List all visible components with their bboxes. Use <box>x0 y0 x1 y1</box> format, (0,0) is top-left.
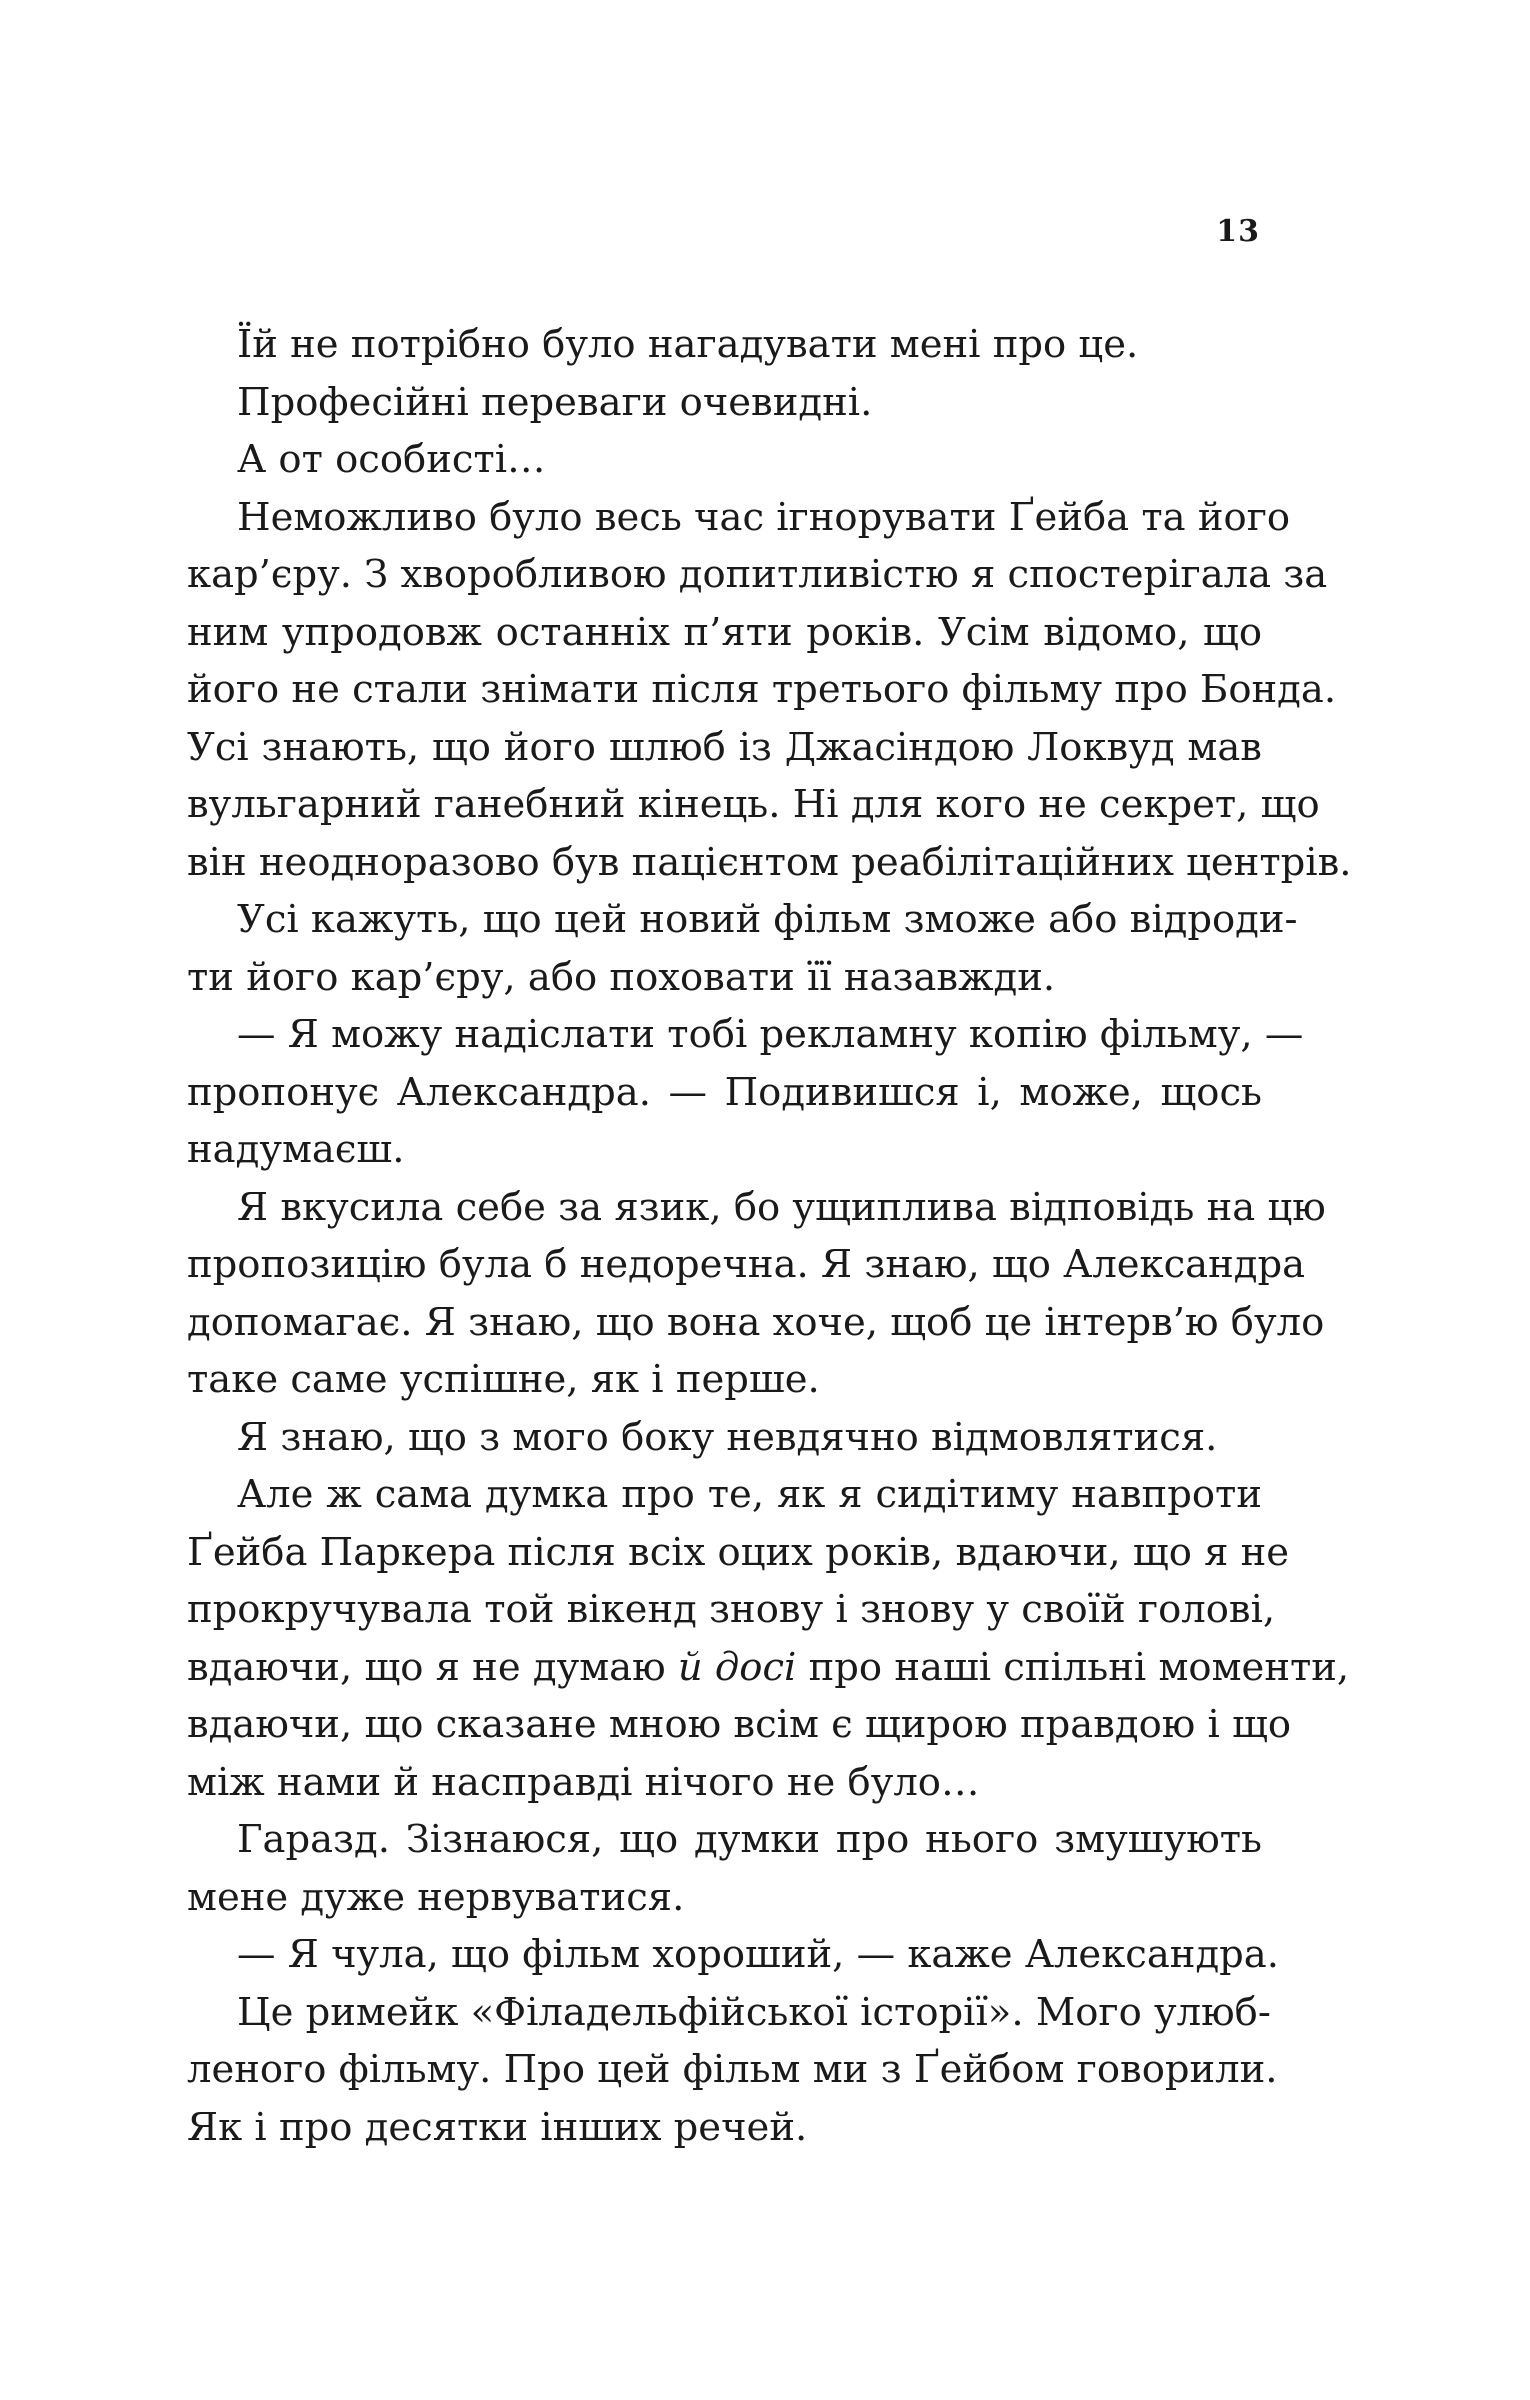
text-line <box>187 1639 1350 1697</box>
text-line: ти його кар’єру, або поховати її назавжди. <box>187 954 1056 1000</box>
text-line: Я знаю, що з мого боку невдячно відмовлятися. <box>237 1414 1218 1460</box>
text-line: між нами й насправді нічого не було… <box>187 1759 980 1805</box>
text-line: Як і про десятки інших речей. <box>187 2104 808 2150</box>
italic-emphasis: й досі <box>677 1644 797 1690</box>
text-line: Професійні переваги очевидні. <box>237 379 873 425</box>
text-line: Їй не потрібно було нагадувати мені про це. <box>237 322 1139 367</box>
text-line: він неодноразово був пацієнтом реабілітаційних центрів. <box>187 839 1352 885</box>
text-line: Це римейк «Філадельфійської історії». Мого улюб- <box>237 1989 1271 2035</box>
text-line: Усі знають, що його шлюб із Джасіндою Локвуд мав <box>187 724 1262 770</box>
text-line: прокручувала той вікенд знову і знову у своїй голові, <box>187 1587 1276 1632</box>
text-line: Ґейба Паркера після всіх оцих років, вдаючи, що я не <box>187 1529 1290 1575</box>
text-line: Гаразд. Зізнаюся, що думки про нього змушують <box>237 1817 1262 1862</box>
text-line: пропонує Александра. — Подивишся і, може, щось <box>187 1069 1262 1115</box>
text-line: пропозицію була б недоречна. Я знаю, що Александра <box>187 1242 1306 1287</box>
text-line: леного фільму. Про цей фільм ми з Ґейбом говорили. <box>187 2047 1278 2092</box>
body-text <box>187 316 1352 2156</box>
text-line: його не стали знімати після третього фільму про Бонда. <box>187 667 1337 712</box>
text-line: допомагає. Я знаю, що вона хоче, щоб це інтерв’ю було <box>187 1299 1325 1345</box>
text-line: ним упродовж останніх п’яти років. Усім відомо, що <box>187 609 1262 655</box>
text-line: — Я чула, що фільм хороший, — каже Александра. <box>237 1932 1280 1977</box>
text-line: Неможливо було весь час ігнорувати Ґейба та його <box>237 494 1291 540</box>
text-line: таке саме успішне, як і перше. <box>187 1357 820 1402</box>
text-line: мене дуже нервуватися. <box>187 1874 685 1920</box>
text-line: вдаючи, що сказане мною всім є щирою правдою і що <box>187 1702 1292 1747</box>
page-number: 13 <box>1216 214 1260 249</box>
text-line: надумаєш. <box>187 1127 405 1172</box>
text-line: Усі кажуть, що цей новий фільм зможе або відроди- <box>237 897 1298 942</box>
text-line: Але ж сама думка про те, як я сидітиму навпроти <box>237 1472 1262 1517</box>
text-line: — Я можу надіслати тобі рекламну копію фільму, — <box>237 1012 1304 1057</box>
text-line: А от особисті… <box>237 437 546 482</box>
text-line: Я вкусила себе за язик, бо ущиплива відповідь на цю <box>237 1184 1326 1230</box>
text-segment: вдаючи, що я не думаю <box>187 1644 678 1690</box>
text-line: вульгарний ганебний кінець. Ні для кого не секрет, що <box>187 782 1320 827</box>
text-line: кар’єру. З хворобливою допитливістю я спостерігала за <box>187 552 1328 597</box>
text-segment: про наші спільні моменти, <box>796 1644 1350 1690</box>
